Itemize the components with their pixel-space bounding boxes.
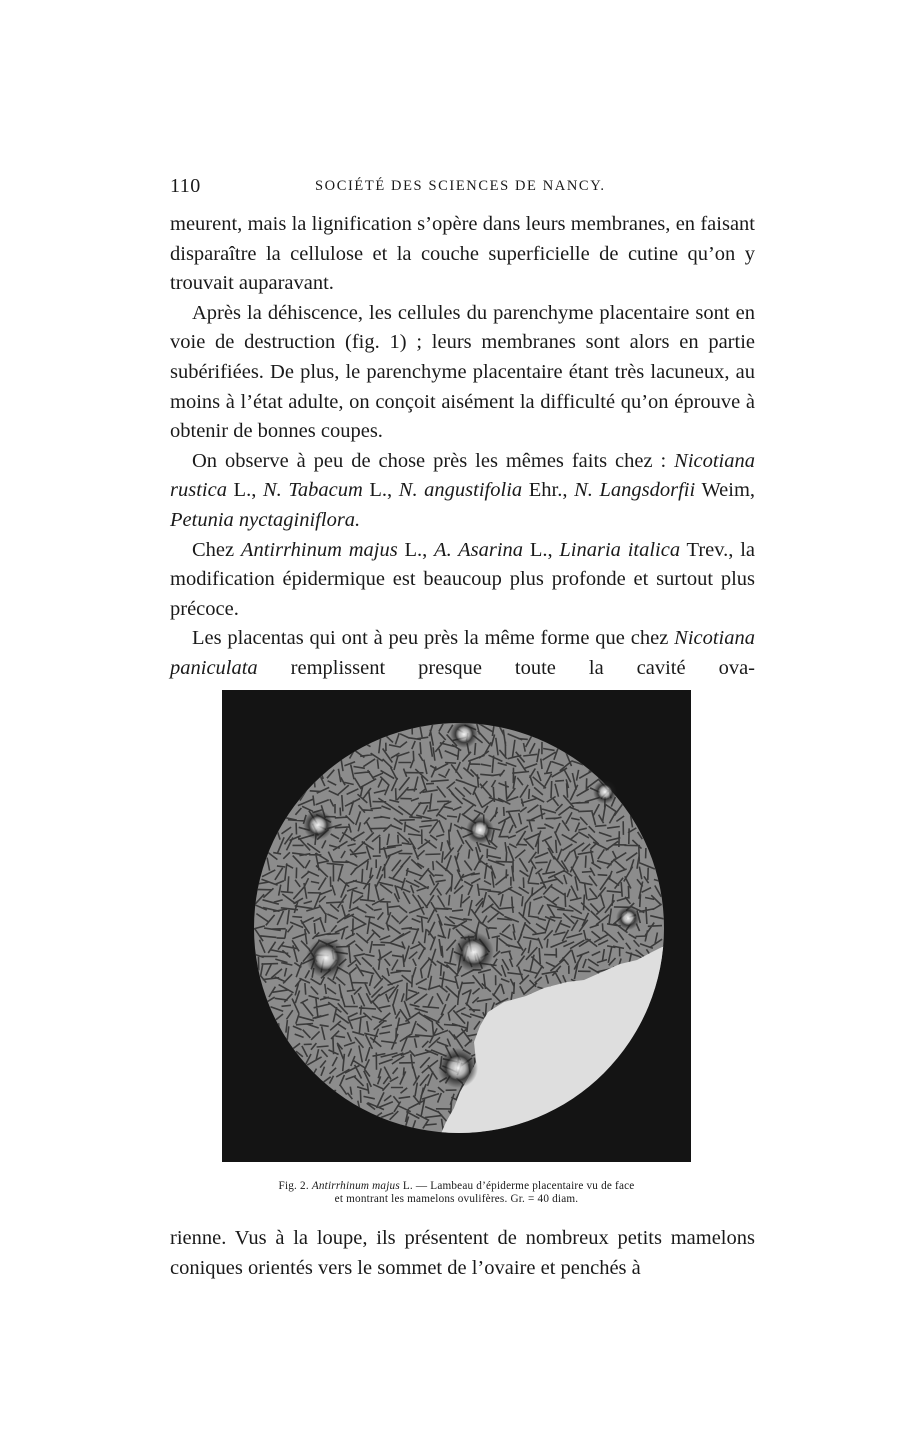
- mound: [466, 816, 494, 844]
- figure-micrograph: [222, 690, 691, 1162]
- text-run: Trev., la modification épidermique est beaucoup plus profonde et surtout plus précoce.: [170, 538, 756, 620]
- mound: [616, 906, 640, 930]
- species-name: N. angustifolia: [398, 479, 523, 502]
- page-number: 110: [170, 175, 201, 197]
- species-name: Nicotiana rustica: [170, 449, 755, 502]
- text-run: Weim,: [695, 479, 756, 502]
- species-name: N. Tabacum: [262, 479, 363, 502]
- species-name: Petunia nyctaginiflora.: [170, 508, 361, 531]
- paragraph: [170, 536, 755, 625]
- mound: [454, 932, 494, 972]
- text-run: L.,: [397, 538, 435, 561]
- paragraph: [170, 624, 755, 683]
- text-run: remplissent presque toute la cavité ova-: [257, 656, 755, 679]
- species-name: A. Asarina: [434, 538, 524, 561]
- running-title: SOCIÉTÉ DES SCIENCES DE NANCY.: [315, 178, 606, 194]
- micrograph-image: [222, 690, 691, 1162]
- species-name: N. Langsdorfii: [574, 479, 696, 502]
- mound: [306, 938, 346, 978]
- paragraph: Après la déhiscence, les cellules du parenchyme placentaire sont en voie de destruction (fig. 1) ; leurs membranes sont alors en partie subérifiées. De plus, le parenchyme placentaire étant très lacuneux, au moins à l’état adulte, on conçoit aisément la difficulté qu’on éprouve à obtenir de bonnes coupes.: [170, 301, 755, 443]
- text-run: On observe à peu de chose près les mêmes faits chez :: [192, 449, 675, 472]
- paragraph: meurent, mais la lignification s’opère dans leurs membranes, en faisant disparaître la cellulose et la couche superficielle de cutine qu’on y trouvait auparavant.: [170, 213, 755, 295]
- body-text-top: [170, 210, 755, 684]
- text-run: L. — Lambeau d’épiderme placentaire vu de face: [399, 1180, 635, 1192]
- figure-label: Fig. 2.: [278, 1180, 312, 1192]
- paragraph: [170, 447, 755, 536]
- caption-line-1: [222, 1180, 691, 1193]
- text-run: L.,: [226, 479, 263, 502]
- caption-line-2: et montrant les mamelons ovulifères. Gr. = 40 diam.: [334, 1193, 579, 1205]
- species-name: Nicotiana paniculata: [170, 627, 755, 679]
- paragraph: rienne. Vus à la loupe, ils présentent de nombreux petits mamelons coniques orientés vers le sommet de l’ovaire et penchés à: [170, 1227, 755, 1279]
- text-run: Les placentas qui ont à peu près la même forme que chez: [192, 627, 675, 650]
- mound: [450, 720, 478, 748]
- text-run: Chez: [192, 538, 241, 561]
- text-run: L.,: [362, 479, 399, 502]
- figure-caption: [222, 1180, 691, 1206]
- mound: [593, 780, 617, 804]
- species-name: Antirrhinum majus: [311, 1180, 400, 1192]
- mound: [303, 810, 333, 840]
- mound: [438, 1048, 478, 1088]
- body-text-bottom: [170, 1224, 755, 1283]
- species-name: Linaria italica: [559, 538, 681, 561]
- page-header: [170, 175, 755, 201]
- species-name: Antirrhinum majus: [240, 538, 398, 561]
- text-run: L.,: [523, 538, 560, 561]
- text-run: Ehr.,: [522, 479, 575, 502]
